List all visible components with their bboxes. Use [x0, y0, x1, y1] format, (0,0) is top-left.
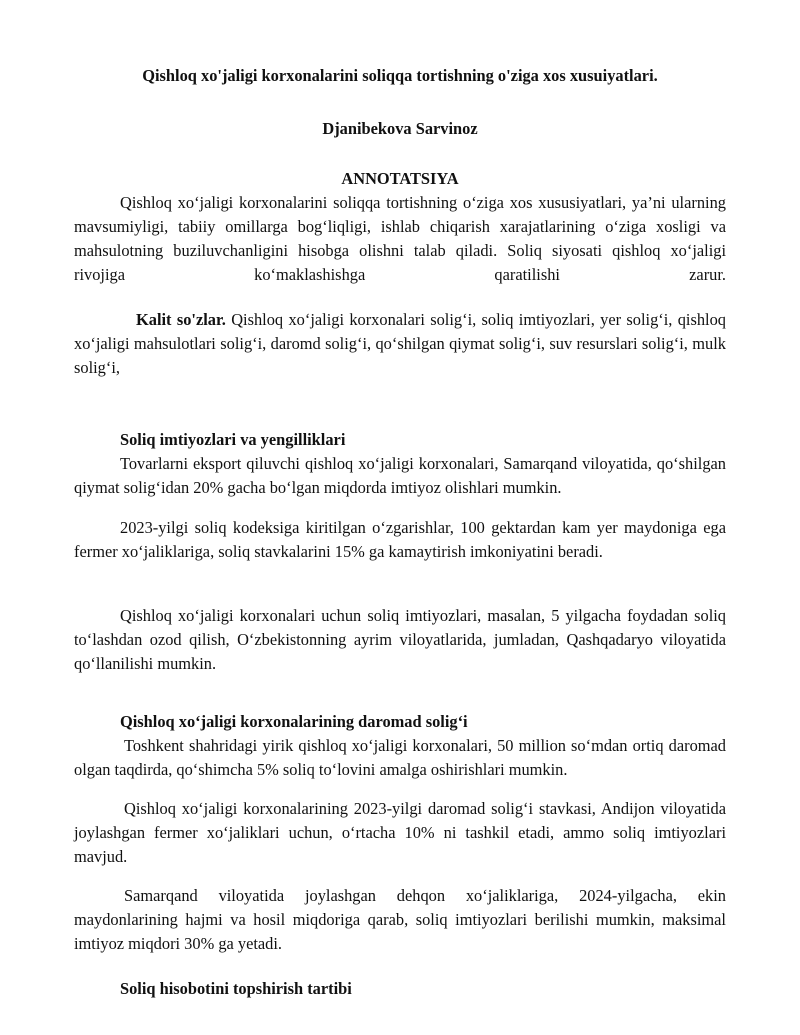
document-title: Qishloq xo'jaligi korxonalarini soliqqa tortishning o'ziga xos xusuiyatlari.: [142, 66, 658, 85]
keywords-paragraph: [74, 308, 726, 380]
annotation-heading: ANNOTATSIYA: [341, 169, 459, 188]
author-name: Djanibekova Sarvinoz: [322, 119, 478, 138]
paragraph-tax-code-changes: 2023-yilgi soliq kodeksiga kiritilgan o‘zgarishlar, 100 gektardan kam yer maydoniga ega fermer xo‘jaliklariga, soliq stavkalarini 15% ga kamaytirish imkoniyatini beradi.: [74, 518, 726, 561]
section-heading-income-tax: Qishloq xo‘jaligi korxonalarining daromad solig‘i: [120, 712, 468, 731]
paragraph-export-benefit: Tovarlarni eksport qiluvchi qishloq xo‘jaligi korxonalari, Samarqand viloyatida, qo‘shilgan qiymat solig‘idan 20% gacha bo‘lgan miqdorda imtiyoz olishlari mumkin.: [74, 454, 726, 497]
annotation-paragraph: Qishloq xo‘jaligi korxonalarini soliqqa tortishning o‘ziga xos xususiyatlari, ya’ni ularning mavsumiyligi, tabiiy omillarga bog‘liqligi, ishlab chiqarish xarajatlarining o‘ziga xosligi va mahsulotning buziluvchanligini hisobga olishni talab qiladi. Soliq siyosati qishloq xo‘jaligi rivojiga ko‘maklashishga qaratilishi zarur.: [74, 193, 726, 284]
section-heading-tax-reporting: Soliq hisobotini topshirish tartibi: [120, 979, 352, 998]
paragraph-samarkand-benefits: Samarqand viloyatida joylashgan dehqon xo‘jaliklariga, 2024-yilgacha, ekin maydonlarining hajmi va hosil miqdoriga qarab, soliq imtiyozlari berilishi mumkin, maksimal imtiyoz miqdori 30% ga yetadi.: [74, 886, 726, 953]
paragraph-profit-exemption: Qishloq xo‘jaligi korxonalari uchun soliq imtiyozlari, masalan, 5 yilgacha foydadan soliq to‘lashdan ozod qilish, O‘zbekistonning ayrim viloyatlarida, jumladan, Qashqadaryo viloyatida qo‘llanilishi mumkin.: [74, 606, 726, 673]
paragraph-andijan-rate: Qishloq xo‘jaligi korxonalarining 2023-yilgi daromad solig‘i stavkasi, Andijon viloyatida joylashgan fermer xo‘jaliklari uchun, o‘rtacha 10% ni tashkil etadi, ammo soliq imtiyozlari mavjud.: [74, 799, 726, 866]
paragraph-tashkent-surcharge: Toshkent shahridagi yirik qishloq xo‘jaligi korxonalari, 50 million so‘mdan ortiq daromad olgan taqdirda, qo‘shimcha 5% soliq to‘lovini amalga oshirishlari mumkin.: [74, 736, 726, 779]
keywords-label: Kalit so'zlar.: [136, 310, 226, 329]
keywords-list: Qishloq xo‘jaligi korxonalari solig‘i, soliq imtiyozlari, yer solig‘i, qishloq xo‘jaligi mahsulotlari solig‘i, daromd solig‘i, qo‘shilgan qiymat solig‘i, suv resurslari solig‘i, mulk solig‘i,: [74, 310, 726, 377]
section-heading-tax-benefits: Soliq imtiyozlari va yengilliklari: [120, 430, 346, 449]
